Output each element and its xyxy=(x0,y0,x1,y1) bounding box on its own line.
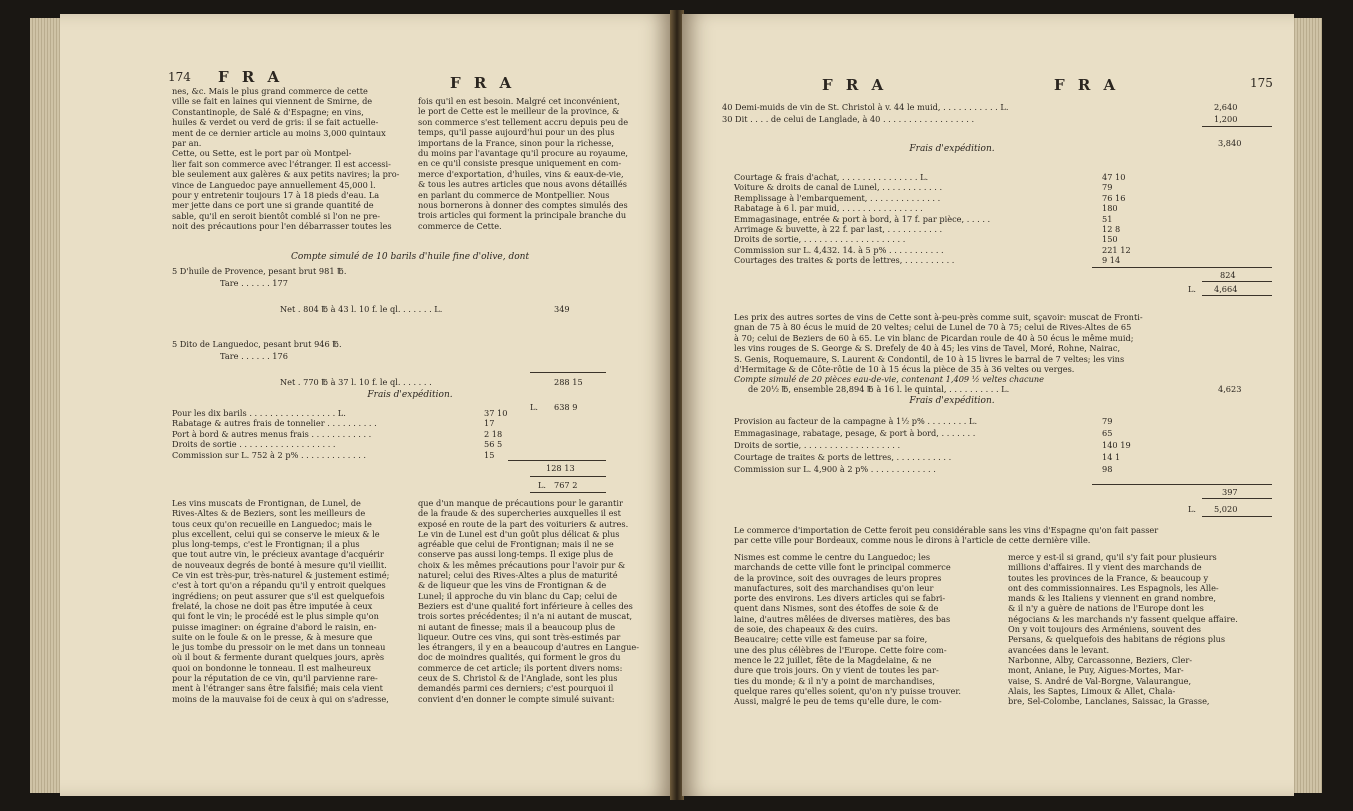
text-line: ment de ce dernier article au moins 3,000 quintaux xyxy=(172,127,386,138)
left-frais-total: 767 2 xyxy=(554,480,578,490)
text-line: que d'un manque de précautions pour le garantir xyxy=(418,498,623,508)
text-line: fois qu'il en est besoin. Malgré cet inconvénient, xyxy=(418,96,620,106)
text-line: manufactures, soit des marchandises qu'on leur xyxy=(734,582,934,593)
text-line: en ce qu'il consiste presque uniquement en com- xyxy=(418,158,622,169)
compte-row-label: 5 D'huile de Provence, pesant brut 981 ℔. xyxy=(172,266,347,276)
text-line: mands & les Italiens y viennent en grand nombre, xyxy=(1008,593,1217,604)
text-line: Nismes est comme le centre du Languedoc; les xyxy=(734,552,931,562)
text-line: une des plus célèbres de l'Europe. Cette foire com- xyxy=(734,644,947,655)
text-line: les étrangers, il y en a beaucoup d'autres en Langue- xyxy=(418,642,639,653)
text-line: Le commerce d'importation de Cette feroit peu considérable sans les vins d'Espagne qu'on fait passer xyxy=(734,525,1159,535)
table-row-label: Commission sur L. 4,900 à 2 p% . . . . . . . . . . . . . xyxy=(734,464,936,474)
text-line: à 70; celui de Beziers de 60 à 65. Le vin blanc de Picardan roule de 40 à 50 écus le même muid; xyxy=(734,332,1134,343)
table-row-label: Courtages des traites & ports de lettres, . . . . . . . . . . xyxy=(734,255,955,266)
text-line: conserve pas aussi long-temps. Il exige plus de xyxy=(418,549,614,560)
text-line: Ce vin est très-pur, très-naturel & justement estimé; xyxy=(172,570,390,581)
table-row-value: 180 xyxy=(1102,203,1118,214)
text-line: ties du monde; & il n'y a point de marchandises, xyxy=(734,675,935,686)
text-line: S. Genis, Roquemaure, S. Laurent & Condontil, de 10 à 15 livres le barral de 7 veltes; les vins xyxy=(734,353,1125,364)
text-line: choix & les mêmes précautions pour l'avoir pur & xyxy=(418,559,626,570)
text-line: millions d'affaires. Il y vient des marchands de xyxy=(1008,562,1202,573)
table-row-value: 79 xyxy=(1102,182,1113,193)
text-line: Le vin de Lunel est d'un goût plus délicat & plus xyxy=(418,528,620,539)
text-line: commerce de Cette. xyxy=(418,220,502,231)
text-line: c'est à tort qu'on a répandu qu'il y entroit quelques xyxy=(172,580,386,591)
text-line: huiles & verdet ou verd de gris: il se fait actuelle- xyxy=(172,117,379,128)
text-line: de nouveaux degrés de bonté à mesure qu'il vieillit. xyxy=(172,559,387,570)
table-row-label: Commission sur L. 752 à 2 p% . . . . . . . . . . . . . xyxy=(172,449,367,460)
page-edges-left xyxy=(30,18,60,793)
text-line: négocians & les marchands n'y fassent quelque affaire. xyxy=(1008,613,1238,624)
text-line: Alais, les Saptes, Limoux & Allet, Chala- xyxy=(1008,685,1176,696)
left-frais-rule xyxy=(508,460,606,461)
text-line: par an. xyxy=(172,138,202,149)
right-frais-total: 4,664 xyxy=(1214,284,1238,294)
table-row-value: 98 xyxy=(1102,464,1113,474)
table-row-label: Remplissage à l'embarquement, . . . . . . . . . . . . . . xyxy=(734,192,941,203)
table-row-label: Emmagasinage, entrée & port à bord, à 17 f. par pièce, . . . . . xyxy=(734,213,991,224)
text-line: qui font le vin; le procédé est le plus simple qu'on xyxy=(172,611,379,622)
text-line: mence le 22 juillet, fête de la Magdelaine, & ne xyxy=(734,654,932,665)
page-edges-right xyxy=(1294,18,1322,793)
text-line: Constantinople, de Salé & d'Espagne; en vins, xyxy=(172,106,364,117)
text-line: ont des commissionnaires. Les Espagnols, les Alle- xyxy=(1008,582,1219,593)
table-row-label: Droits de sortie . . . . . . . . . . . . . . . . . . . xyxy=(172,439,336,450)
right-frais-subtotal: 824 xyxy=(1220,270,1236,280)
right-prix-paragraph xyxy=(734,312,1274,374)
text-line: naturel; celui des Rives-Altes a plus de maturité xyxy=(418,570,618,581)
table-row-label: Voiture & droits de canal de Lunel, . . . . . . . . . . . . xyxy=(734,182,943,193)
text-line: plus excellent, celui qui se conserve le mieux & le xyxy=(172,528,380,539)
left-frais-rule-3 xyxy=(530,492,606,493)
table-row-value: 150 xyxy=(1102,234,1118,245)
right-compte2-line2: de 20½ ℔, ensemble 28,894 ℔ à 16 l. le quintal, . . . . . . . . . . L. xyxy=(748,384,1010,394)
right-frais2-rule-2 xyxy=(1202,498,1272,499)
table-row-value: 1,200 xyxy=(1214,114,1238,124)
text-line: merce y est-il si grand, qu'il s'y fait pour plusieurs xyxy=(1008,552,1217,562)
left-page-number: 174 xyxy=(168,70,191,84)
right-top-total: 3,840 xyxy=(1218,138,1242,148)
text-line: que tout autre vin, le précieux avantage d'acquérir xyxy=(172,549,384,560)
text-line: pour y entretenir toujours 17 à 18 pieds d'eau. La xyxy=(172,190,380,201)
left-frais-rule-2 xyxy=(530,476,606,477)
text-line: quent dans Nismes, sont des étoffes de soie & de xyxy=(734,603,939,614)
right-compte2-line1: Compte simulé de 20 pièces eau-de-vie, contenant 1,409 ½ veltes chacune xyxy=(734,374,1044,384)
table-row-label: Emmagasinage, rabatage, pesage, & port à bord, . . . . . . . xyxy=(734,428,976,438)
text-line: le port de Cette est le meilleur de la province, & xyxy=(418,106,620,117)
compte-row-label: Net . 770 ℔ à 37 l. 10 f. le ql. . . . . . . xyxy=(280,377,432,387)
right-frais2-rule xyxy=(1092,484,1272,485)
left-running-head-2: F R A xyxy=(450,74,516,92)
text-line: dure que trois jours. On y vient de toutes les par- xyxy=(734,665,939,676)
table-row-value: 2,640 xyxy=(1214,102,1238,112)
text-line: doc de moindres qualités, qui forment le gros du xyxy=(418,652,621,663)
table-row-value: 15 xyxy=(484,449,495,460)
left-compte-title: Compte simulé de 10 barils d'huile fine d'olive, dont xyxy=(290,252,530,262)
text-line: son commerce s'est tellement accru depuis peu de xyxy=(418,116,629,127)
right-top-rule xyxy=(1202,126,1272,127)
table-row-value: 37 10 xyxy=(484,408,508,418)
text-line: agréable que celui de Frontignan; mais il ne se xyxy=(418,539,614,550)
right-running-head-2: F R A xyxy=(1054,76,1120,94)
text-line: & de liqueur que les vins de Frontignan & de xyxy=(418,580,607,591)
text-line: tous ceux qu'on recueille en Languedoc; mais le xyxy=(172,518,372,529)
text-line: & il n'y a guère de nations de l'Europe dont les xyxy=(1008,603,1204,614)
text-line: Cette, ou Sette, est le port par où Montpel- xyxy=(172,148,352,159)
table-row-label: 30 Dit . . . . de celui de Langlade, à 40 . . . . . . . . . . . . . . . . . . xyxy=(722,114,975,124)
table-row-value: 65 xyxy=(1102,428,1113,438)
text-line: Persans, & quelquefois des habitans de régions plus xyxy=(1008,634,1226,645)
table-row-value: 51 xyxy=(1102,213,1113,224)
left-bottom-column-1 xyxy=(172,498,410,704)
text-line: On y voit toujours des Arméniens, souvent des xyxy=(1008,624,1201,635)
left-frais-subtotal: 128 13 xyxy=(546,463,575,473)
text-line: par cette ville pour Bordeaux, comme nous le dirons à l'article de cette dernière ville. xyxy=(734,535,1091,546)
text-line: Beaucaire; cette ville est fameuse par sa foire, xyxy=(734,634,928,645)
text-line: quelque rares qu'elles soient, qu'on n'y puisse trouver. xyxy=(734,685,961,696)
text-line: d'Hermitage & de Côte-rôtie de 10 à 15 écus la pièce de 35 à 36 veltes ou verges. xyxy=(734,364,1075,375)
text-line: frelaté, la chose ne doit pas être imputée à ceux xyxy=(172,600,373,611)
right-bottom-column-1 xyxy=(734,552,996,706)
text-line: de la fraude & des supercheries auxquelles il est xyxy=(418,508,621,519)
text-line: Lunel; il approche du vin blanc du Cap; celui de xyxy=(418,590,618,601)
left-text-column-2 xyxy=(418,96,654,231)
table-row-label: Rabatage & autres frais de tonnelier . . . . . . . . . . xyxy=(172,418,377,429)
table-row-value: 140 19 xyxy=(1102,440,1131,450)
text-line: Les prix des autres sortes de vins de Cette sont à-peu-près comme suit, sçavoir: muscat de Fronti- xyxy=(734,312,1143,322)
table-row-label: Courtage & frais d'achat, . . . . . . . . . . . . . . . L. xyxy=(734,172,929,182)
text-line: mer jette dans ce port une si grande quantité de xyxy=(172,200,374,211)
text-line: où il bout & fermente durant quelques jours, après xyxy=(172,652,385,663)
table-row-label: Droits de sortie, . . . . . . . . . . . . . . . . . . . xyxy=(734,440,901,450)
text-line: merce d'exportation, d'huiles, vins & eaux-de-vie, xyxy=(418,168,624,179)
table-row-value: 14 1 xyxy=(1102,452,1121,462)
table-row-value: 12 8 xyxy=(1102,224,1121,234)
text-line: quoi on bondonne le tonneau. Il est malheureux xyxy=(172,662,371,673)
text-line: vaise, S. André de Val-Borgne, Valaurangue, xyxy=(1008,675,1192,686)
right-frais2-total-label: L. xyxy=(1188,504,1197,514)
text-line: le jus tombe du pressoir on le met dans un tonneau xyxy=(172,642,386,653)
text-line: Rives-Altes & de Beziers, sont les meilleurs de xyxy=(172,508,366,519)
text-line: du moins par l'avantage qu'il procure au royaume, xyxy=(418,148,629,159)
text-line: noit des précautions pour l'en débarrasser toutes les xyxy=(172,221,392,232)
left-frais-total-label: L. xyxy=(538,480,547,490)
compte-row-label: Tare . . . . . . 177 xyxy=(220,278,288,288)
left-running-head-1: F R A xyxy=(218,68,284,86)
text-line: ceux de S. Christol & de l'Anglade, sont les plus xyxy=(418,673,618,684)
text-line: importans de la France, sinon pour la richesse, xyxy=(418,137,614,148)
text-line: puisse imaginer: on égraine d'abord le raisin, en- xyxy=(172,621,377,632)
left-frais-title: Frais d'expédition. xyxy=(367,390,453,400)
text-line: convient d'en donner le compte simulé suivant: xyxy=(418,693,615,704)
right-compte2-value: 4,623 xyxy=(1218,384,1242,394)
text-line: les vins rouges de S. George & S. Drefely de 40 à 45; les vins de Tavel, Moré, Rohne, Nairac, xyxy=(734,343,1121,354)
text-line: plus long-temps, c'est le Frontignan; il a plus xyxy=(172,539,360,550)
text-line: liqueur. Outre ces vins, qui sont très-estimés par xyxy=(418,631,621,642)
right-bottom-column-2 xyxy=(1008,552,1272,706)
table-row-label: Pour les dix barils . . . . . . . . . . . . . . . . . L. xyxy=(172,408,346,418)
text-line: nes, &c. Mais le plus grand commerce de cette xyxy=(172,86,368,96)
compte-row-label: 5 Dito de Languedoc, pesant brut 946 ℔. xyxy=(172,339,342,349)
text-line: ment à l'étranger sans être falsifié; mais cela vient xyxy=(172,683,383,694)
right-frais-total-label: L. xyxy=(1188,284,1197,294)
text-line: marchands de cette ville font le principal commerce xyxy=(734,562,951,573)
table-row-label: Droits de sortie, . . . . . . . . . . . . . . . . . . . . xyxy=(734,234,906,245)
text-line: mont, Aniane, le Puy, Aigues-Mortes, Mar- xyxy=(1008,665,1184,676)
text-line: lier fait son commerce avec l'étranger. Il est accessi- xyxy=(172,158,391,169)
text-line: nous bornerons à donner des comptes simulés des xyxy=(418,200,628,211)
text-line: Aussi, malgré le peu de tems qu'elle dure, le com- xyxy=(734,696,942,707)
text-line: toutes les provinces de la France, & beaucoup y xyxy=(1008,572,1209,583)
table-row-value: 9 14 xyxy=(1102,255,1121,266)
table-row-value: 47 10 xyxy=(1102,172,1126,182)
left-text-column-1 xyxy=(172,86,410,232)
table-row-value: 2 18 xyxy=(484,428,503,439)
table-row-label: Provision au facteur de la campagne à 1½ p% . . . . . . . . L. xyxy=(734,416,978,426)
text-line: pour la réputation de ce vin, qu'il parvienne rare- xyxy=(172,673,378,684)
text-line: de soie, des chapeaux & des cuirs. xyxy=(734,624,878,635)
right-page xyxy=(682,14,1294,796)
text-line: laine, d'autres mêlées de diverses matières, des bas xyxy=(734,613,951,624)
text-line: moins de la mauvaise foi de ceux à qui on s'adresse, xyxy=(172,693,389,704)
compte-row-label: Net . 804 ℔ à 43 l. 10 f. le ql. . . . . . . L. xyxy=(280,304,443,314)
text-line: exposé en route de la part des voituriers & autres. xyxy=(418,518,629,529)
text-line: Narbonne, Alby, Carcassonne, Beziers, Cler- xyxy=(1008,654,1193,665)
right-frais2-total: 5,020 xyxy=(1214,504,1238,514)
left-page xyxy=(60,14,672,796)
text-line: trois sortes précédentes; il n'a ni autant de muscat, xyxy=(418,611,633,622)
right-frais2-subtotal: 397 xyxy=(1222,487,1238,497)
compte-row-value: 349 xyxy=(554,304,570,314)
right-frais2-rule-3 xyxy=(1202,516,1272,517)
table-row-label: 40 Demi-muids de vin de St. Christol à v. 44 le muid, . . . . . . . . . . . L. xyxy=(722,102,1009,112)
text-line: porte des environs. Les divers articles qui se fabri- xyxy=(734,593,946,604)
text-line: bre, Sel-Colombe, Lanclanes, Saissac, la Grasse, xyxy=(1008,696,1210,707)
table-row-label: Commission sur L. 4,432. 14. à 5 p% . . . . . . . . . . . xyxy=(734,244,944,255)
text-line: Beziers est d'une qualité fort inférieure à celles des xyxy=(418,600,633,611)
text-line: & tous les autres articles que nous avons détaillés xyxy=(418,179,627,190)
text-line: trois articles qui forment la principale branche du xyxy=(418,210,627,221)
text-line: en parlant du commerce de Montpellier. Nous xyxy=(418,189,610,200)
compte-row-label: L. xyxy=(530,402,539,412)
table-row-value: 76 16 xyxy=(1102,192,1126,203)
text-line: gnan de 75 à 80 écus le muid de 20 veltes; celui de Lunel de 70 à 75; celui de Rives-Altes de 65 xyxy=(734,322,1132,333)
text-line: temps, qu'il passe aujourd'hui pour un des plus xyxy=(418,127,615,138)
table-row-value: 56 5 xyxy=(484,439,503,450)
right-page-number: 175 xyxy=(1250,76,1273,90)
table-row-label: Rabatage à 6 l. par muid, . . . . . . . . . . . . . . . . xyxy=(734,203,923,214)
right-frais-title: Frais d'expédition. xyxy=(909,144,995,154)
right-commerce-paragraph xyxy=(734,525,1274,546)
compte-row-value: 288 15 xyxy=(554,377,583,387)
text-line: ni autant de finesse; mais il a beaucoup plus de xyxy=(418,621,616,632)
text-line: de la province, soit des ouvrages de leurs propres xyxy=(734,572,942,583)
table-row-label: Arrimage & buvette, à 22 f. par last, . . . . . . . . . . . xyxy=(734,224,943,234)
compte-row-label: Tare . . . . . . 176 xyxy=(220,351,288,361)
right-frais2-title: Frais d'expédition. xyxy=(909,396,995,406)
text-line: commerce de cet article; ils portent divers noms: xyxy=(418,662,623,673)
text-line: ble seulement aux galères & aux petits navires; la pro- xyxy=(172,169,400,180)
left-bottom-column-2 xyxy=(418,498,654,704)
table-row-value: 221 12 xyxy=(1102,244,1131,255)
table-row-label: Courtage de traites & ports de lettres, . . . . . . . . . . . xyxy=(734,452,952,462)
text-line: suite on le foule & on le presse, & à mesure que xyxy=(172,631,373,642)
right-frais-rule xyxy=(1092,267,1272,268)
text-line: vince de Languedoc paye annuellement 45,000 l. xyxy=(172,179,376,190)
right-frais-rule-3 xyxy=(1202,295,1272,296)
compte-row-value: 638 9 xyxy=(554,402,578,412)
right-frais-rule-2 xyxy=(1202,281,1272,282)
text-line: avancées dans le levant. xyxy=(1008,644,1110,655)
text-line: Les vins muscats de Frontignan, de Lunel, de xyxy=(172,498,361,508)
table-row-value: 79 xyxy=(1102,416,1113,426)
table-row-label: Port à bord & autres menus frais . . . . . . . . . . . . xyxy=(172,428,372,439)
text-line: ville se fait en laines qui viennent de Smirne, de xyxy=(172,96,373,107)
text-line: demandés parmi ces derniers; c'est pourquoi il xyxy=(418,683,614,694)
table-row-value: 17 xyxy=(484,418,495,429)
left-compte-rule xyxy=(530,372,606,373)
text-line: ingrédiens; on peut assurer que s'il est quelquefois xyxy=(172,590,385,601)
text-line: sable, qu'il en seroit bientôt comblé si l'on ne pre- xyxy=(172,210,380,221)
right-running-head-1: F R A xyxy=(822,76,888,94)
